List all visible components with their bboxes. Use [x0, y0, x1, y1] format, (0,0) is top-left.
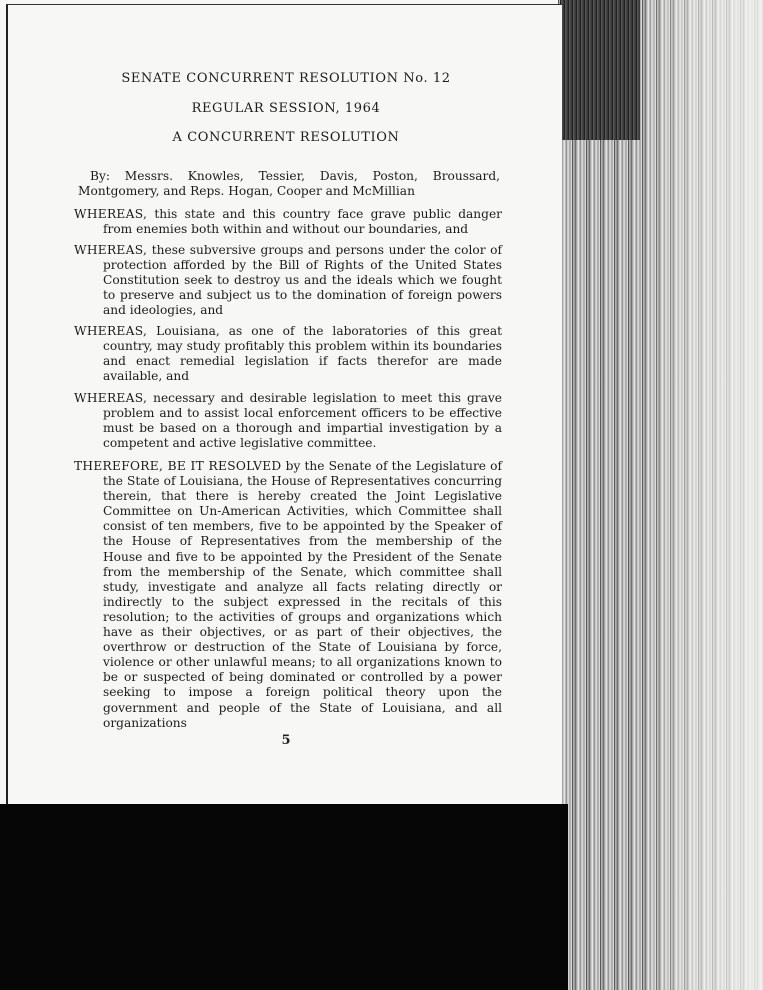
- resolved-paragraph: [74, 459, 502, 731]
- paragraph-text: this state and this country face grave public danger from enemies both within and without our boundaries, and: [103, 207, 502, 237]
- scan-gutter-shadow: [560, 0, 640, 140]
- paragraph-lead: THEREFORE, BE IT RESOLVED: [74, 459, 282, 473]
- whereas-paragraph-4: [74, 391, 502, 451]
- paragraph-text: by the Senate of the Legislature of the State of Louisiana, the House of Representatives concurring therein, that there is hereby created the Joint Legislative Committee on Un-American Activities, which Committee shall consist of ten members, five to be appointed by the Speaker of the House of Representatives from the membership of the House and five to be appointed by the President of the Senate from the membership of the Senate, which committee shall study, investigate and analyze all facts relating directly or indirectly to the subject expressed in the recitals of this resolution; to the activities of groups and organizations which have as their objectives, or as part of their objectives, the overthrow or destruction of the State of Louisiana by force, violence or other unlawful means; to all organizations known to be or suspected of being dominated or controlled by a power seeking to impose a foreign political theory upon the government and people of the State of Louisiana, and all organizations: [103, 459, 502, 730]
- session-heading: REGULAR SESSION, 1964: [191, 101, 381, 116]
- scanner-bed: [0, 804, 568, 990]
- page-number: 5: [281, 733, 291, 748]
- paragraph-lead: WHEREAS,: [74, 324, 148, 338]
- paragraph-text: these subversive groups and persons under the color of protection afforded by the Bill of Rights of the United States Constitution seek to destroy us and the ideals which we fought to preserve and subject us to the domination of foreign powers and ideologies, and: [103, 243, 502, 318]
- scan-gutter-fade: [640, 0, 763, 990]
- whereas-paragraph-2: [74, 243, 502, 318]
- whereas-paragraph-3: [74, 324, 502, 384]
- paragraph-text: necessary and desirable legislation to meet this grave problem and to assist local enforcement officers to be effective must be based on a thorough and impartial investigation by a competent and active legislative committee.: [103, 391, 502, 451]
- sponsors-text: By: Messrs. Knowles, Tessier, Davis, Poston, Broussard, Montgomery, and Reps. Hogan, Cooper and McMillian: [78, 169, 500, 198]
- paragraph-lead: WHEREAS,: [74, 391, 148, 405]
- resolution-type-heading: A CONCURRENT RESOLUTION: [172, 130, 400, 145]
- resolution-number-heading: SENATE CONCURRENT RESOLUTION No. 12: [121, 71, 451, 86]
- document-page: [6, 4, 562, 804]
- paragraph-lead: WHEREAS,: [74, 207, 148, 221]
- paragraph-text: Louisiana, as one of the laboratories of this great country, may study profitably this problem within its boundaries and enact remedial legislation if facts therefor are made available, and: [103, 324, 502, 384]
- whereas-paragraph-1: [74, 207, 502, 237]
- paragraph-lead: WHEREAS,: [74, 243, 148, 257]
- sponsors-byline: [78, 169, 500, 199]
